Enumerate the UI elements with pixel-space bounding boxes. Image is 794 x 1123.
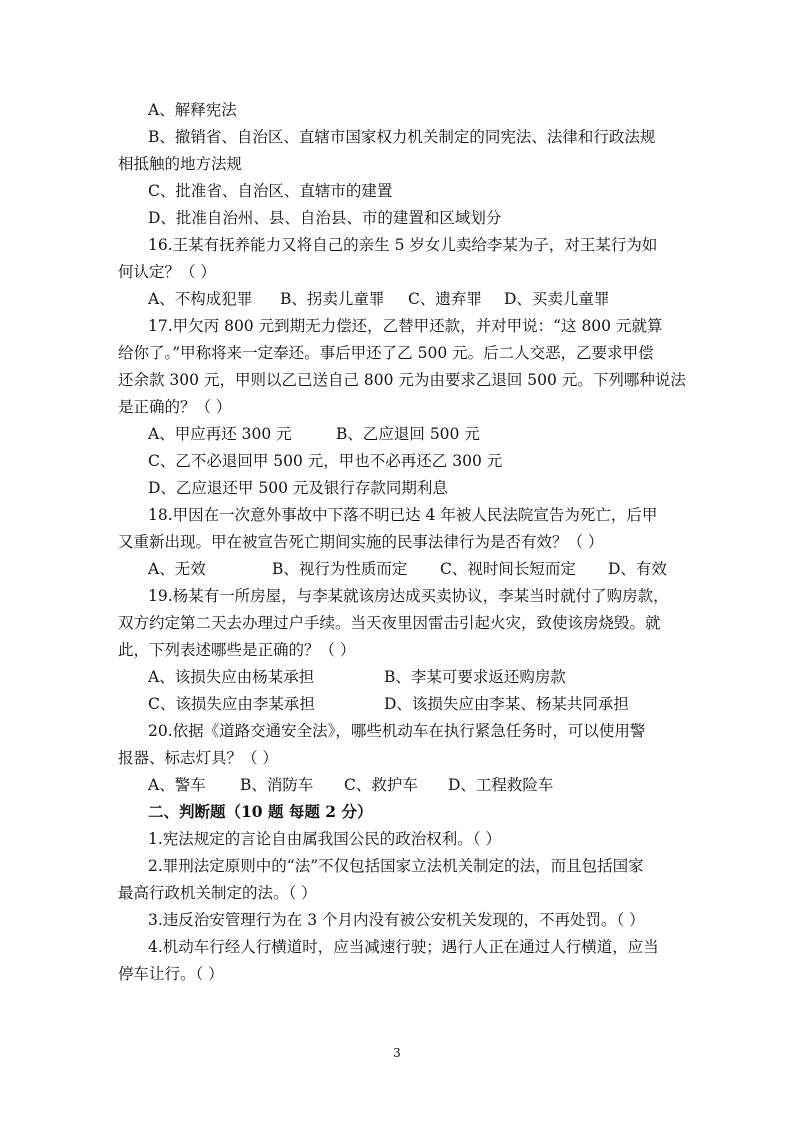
- q20-stem-line2: 报器、标志灯具？（ ）: [118, 749, 278, 767]
- q20-option-d: D、工程救险车: [448, 776, 554, 794]
- q15-option-b-line1: B、撤销省、自治区、直辖市国家权力机关制定的同宪法、法律和行政法规: [148, 128, 656, 146]
- q15-option-d: D、批准自治州、县、自治县、市的建置和区域划分: [148, 209, 502, 227]
- q20-option-b: B、消防车: [240, 776, 314, 794]
- q16-stem-line2: 何认定？（ ）: [118, 263, 216, 281]
- q18-stem-line1: 18.甲因在一次意外事故中下落不明已达 4 年被人民法院宣告为死亡，后甲: [148, 506, 658, 524]
- q15-option-b-line2: 相抵触的地方法规: [118, 155, 243, 173]
- tf-question-2-line2: 最高行政机关制定的法。（ ）: [118, 884, 317, 902]
- q17-stem-line4: 是正确的？（ ）: [118, 398, 232, 416]
- q20-option-a: A、警车: [148, 776, 206, 794]
- q19-option-c: C、该损失应由李某承担: [148, 695, 315, 713]
- q19-stem-line2: 双方约定第二天去办理过户手续。当天夜里因雷击引起火灾，致使该房烧毁。就: [118, 614, 661, 632]
- q18-stem-line2: 又重新出现。甲在被宣告死亡期间实施的民事法律行为是否有效？（ ）: [118, 533, 604, 551]
- q16-stem-line1: 16.王某有抚养能力又将自己的亲生 5 岁女儿卖给李某为子，对王某行为如: [148, 236, 658, 254]
- q18-option-d: D、有效: [608, 560, 667, 578]
- tf-question-4-line2: 停车让行。（ ）: [118, 965, 224, 983]
- q19-option-a: A、该损失应由杨某承担: [148, 668, 315, 686]
- tf-question-2-line1: 2.罪刑法定原则中的“法”不仅包括国家立法机关制定的法，而且包括国家: [148, 857, 644, 875]
- q19-stem-line1: 19.杨某有一所房屋，与李某就该房达成买卖协议，李某当时就付了购房款，: [148, 587, 669, 605]
- tf-question-3: 3.违反治安管理行为在 3 个月内没有被公安机关发现的，不再处罚。（ ）: [148, 911, 645, 929]
- q17-option-d: D、乙应退还甲 500 元及银行存款同期利息: [148, 479, 448, 497]
- section-heading-true-false: 二、判断题（10 题 每题 2 分）: [148, 802, 373, 821]
- q16-option-d: D、买卖儿童罪: [504, 290, 610, 308]
- q15-option-c: C、批准省、自治区、直辖市的建置: [148, 182, 393, 200]
- q19-stem-line3: 此，下列表述哪些是正确的？（ ）: [118, 641, 356, 659]
- page-number: 3: [393, 1046, 401, 1060]
- q16-option-c: C、遗弃罪: [408, 290, 482, 308]
- q18-option-c: C、视时间长短而定: [440, 560, 576, 578]
- q15-option-a: A、解释宪法: [148, 101, 237, 119]
- q20-option-c: C、救护车: [344, 776, 418, 794]
- q16-option-a: A、不构成犯罪: [148, 290, 253, 308]
- q16-option-b: B、拐卖儿童罪: [280, 290, 385, 308]
- tf-question-4-line1: 4.机动车行经人行横道时，应当减速行驶；遇行人正在通过人行横道，应当: [148, 938, 659, 956]
- q19-option-d: D、该损失应由李某、杨某共同承担: [384, 695, 629, 713]
- tf-question-1: 1.宪法规定的言论自由属我国公民的政治权利。（ ）: [148, 830, 501, 848]
- q19-option-b: B、李某可要求返还购房款: [384, 668, 566, 686]
- q17-option-c: C、乙不必退回甲 500 元，甲也不必再还乙 300 元: [148, 452, 503, 470]
- q17-stem-line1: 17.甲欠丙 800 元到期无力偿还，乙替甲还款，并对甲说：“这 800 元就算: [148, 317, 663, 335]
- q17-stem-line2: 给你了。”甲称将来一定奉还。事后甲还了乙 500 元。后二人交恶，乙要求甲偿: [118, 344, 654, 362]
- q18-option-b: B、视行为性质而定: [272, 560, 408, 578]
- q20-stem-line1: 20.依据《道路交通安全法》，哪些机动车在执行紧急任务时，可以使用警: [148, 722, 646, 740]
- q17-option-b: B、乙应退回 500 元: [336, 425, 480, 443]
- q18-option-a: A、无效: [148, 560, 206, 578]
- q17-stem-line3: 还余款 300 元，甲则以乙已送自己 800 元为由要求乙退回 500 元。下列哪种说法: [118, 371, 686, 389]
- q17-option-a: A、甲应再还 300 元: [148, 425, 292, 443]
